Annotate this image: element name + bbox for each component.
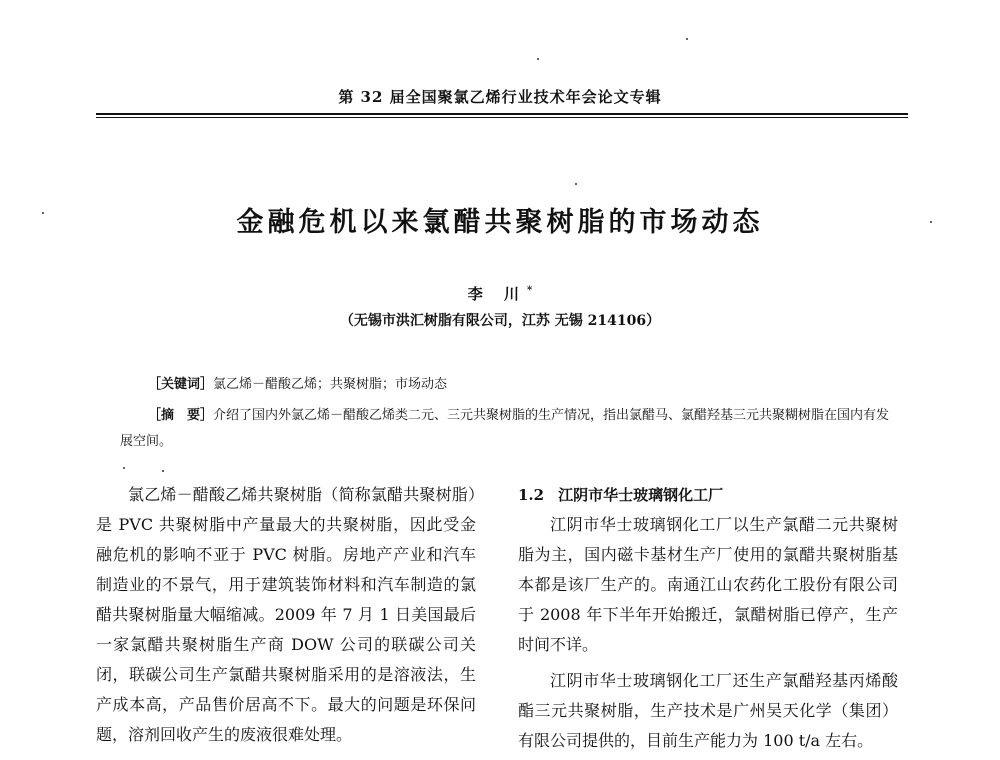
keywords — [148, 373, 908, 392]
author-mark: * — [527, 285, 533, 296]
header-rule-thin — [96, 117, 908, 118]
author-name: 李 川 — [467, 285, 527, 303]
header-rule — [96, 113, 908, 115]
abstract — [120, 403, 890, 455]
author — [0, 283, 1000, 304]
scan-speck — [123, 467, 125, 469]
scan-speck — [686, 38, 688, 40]
abstract-label: ［摘 要］ — [148, 408, 214, 423]
left-column — [96, 480, 476, 750]
section-title: 江阴市华士玻璃钢化工厂 — [558, 486, 724, 504]
journal-header: 第 32 届全国聚氯乙烯行业技术年会论文专辑 — [338, 88, 662, 106]
scan-speck — [575, 183, 577, 185]
affiliation: （无锡市洪汇树脂有限公司，江苏 无锡 214106） — [339, 313, 661, 329]
body-paragraph: 江阴市华士玻璃钢化工厂以生产氯醋二元共聚树脂为主，国内磁卡基材生产厂使用的氯醋共聚树脂基本都是该厂生产的。南通江山农药化工股份有限公司于 2008 年下半年开始搬迁，氯醋树脂已停产，生产时间不详。 — [518, 515, 898, 654]
right-column — [518, 480, 898, 756]
section-heading — [518, 480, 898, 510]
scan-speck — [537, 58, 539, 60]
keywords-label: ［关键词］ — [148, 377, 214, 392]
keywords-text: 氯乙烯－醋酸乙烯；共聚树脂；市场动态 — [213, 377, 448, 392]
body-paragraph: 江阴市华士玻璃钢化工厂还生产氯醋羟基丙烯酸酯三元共聚树脂，生产技术是广州吴天化学（集团）有限公司提供的，目前生产能力为 100 t/a 左右。 — [518, 671, 898, 750]
scan-speck — [162, 470, 164, 472]
paper-title: 金融危机以来氯醋共聚树脂的市场动态 — [236, 207, 764, 238]
abstract-text: 介绍了国内外氯乙烯－醋酸乙烯类二元、三元共聚树脂的生产情况，指出氯醋马、氯醋羟基三元共聚糊树脂在国内有发展空间。 — [120, 408, 890, 449]
body-paragraph: 氯乙烯－醋酸乙烯共聚树脂（简称氯醋共聚树脂）是 PVC 共聚树脂中产量最大的共聚树脂，因此受金融危机的影响不亚于 PVC 树脂。房地产产业和汽车制造业的不景气，用于建筑装饰材料和汽车制造的氯醋共聚树脂量大幅缩减。2009 年 7 月 1 日美国最后一家氯醋共聚树脂生产商 DOW 公司的联碳公司关闭，联碳公司生产氯醋共聚树脂采用的是溶液法，生产成本高，产品售价居高不下。最大的问题是环保问题，溶剂回收产生的废液很难处理。 — [96, 485, 476, 744]
section-number: 1.2 — [518, 486, 545, 504]
